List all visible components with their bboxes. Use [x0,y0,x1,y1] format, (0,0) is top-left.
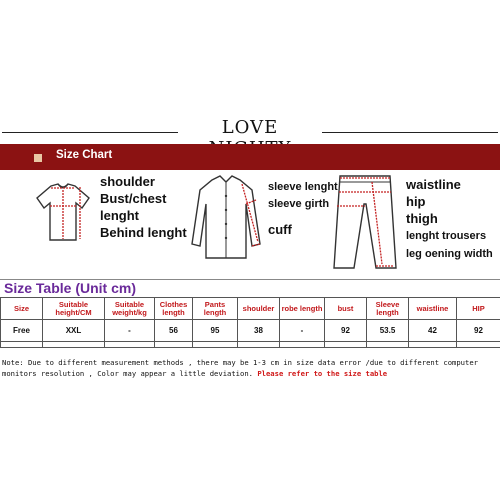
column-header: bust [325,298,367,320]
table-cell: 92 [457,320,500,342]
pants-icon [328,172,402,272]
label-sleeve-girth: sleeve girth [268,198,330,210]
banner-marker-icon [34,154,42,162]
column-header: Clothes length [155,298,193,320]
table-cell: 92 [325,320,367,342]
table-cell: 95 [193,320,238,342]
empty-cell [280,342,325,348]
tshirt-icon [34,182,92,244]
column-header: waistline [409,298,457,320]
note-text: Note: Due to different measurement methods , there may be 1-3 cm in size data error /due to different computer monitors resolution , Color may appear a little deviation. [2,358,478,378]
table-row [1,320,500,342]
label-shoulder: shoulder [100,174,155,189]
empty-cell [238,342,280,348]
label-leg-opening-width: leg oening width [406,248,493,260]
divider [322,132,498,133]
table-cell: 42 [409,320,457,342]
empty-cell [43,342,105,348]
banner-title: Size Chart [56,149,113,161]
empty-cell [1,342,43,348]
empty-cell [325,342,367,348]
column-header: Suitable weight/kg [105,298,155,320]
brand-name: LOVE [221,117,279,138]
divider [2,132,178,133]
table-cell: 53.5 [367,320,409,342]
note-warning: Please refer to the size table [257,369,388,378]
shirt-icon [190,174,262,260]
size-table [0,297,500,348]
table-header-row [1,298,500,320]
table-cell: XXL [43,320,105,342]
empty-cell [155,342,193,348]
label-bust: Bust/chest [100,191,167,206]
size-chart-sheet [0,113,500,390]
empty-cell [367,342,409,348]
size-chart-banner [0,144,500,170]
table-spacer-row [1,342,500,348]
label-thigh: thigh [406,211,438,226]
size-table-header [0,279,500,297]
label-behind-length: Behind lenght [100,225,187,240]
label-length-trousers: lenght trousers [406,230,487,242]
table-cell: Free [1,320,43,342]
table-cell: 38 [238,320,280,342]
column-header: Suitable height/CM [43,298,105,320]
table-cell: - [105,320,155,342]
empty-cell [409,342,457,348]
label-hip: hip [406,194,426,209]
measurement-diagram [0,170,500,279]
table-cell: 56 [155,320,193,342]
label-sleeve-length: sleeve lenght [268,181,338,193]
column-header: robe length [280,298,325,320]
column-header: Size [1,298,43,320]
label-cuff: cuff [268,222,292,237]
label-length: lenght [100,208,139,223]
column-header: shoulder [238,298,280,320]
measurement-note [2,357,498,379]
column-header: HIP [457,298,500,320]
empty-cell [457,342,500,348]
table-cell: - [280,320,325,342]
label-waistline: waistline [406,177,461,192]
empty-cell [105,342,155,348]
column-header: Sleeve length [367,298,409,320]
size-table-title: Size Table (Unit cm) [4,280,136,296]
empty-cell [193,342,238,348]
column-header: Pants length [193,298,238,320]
